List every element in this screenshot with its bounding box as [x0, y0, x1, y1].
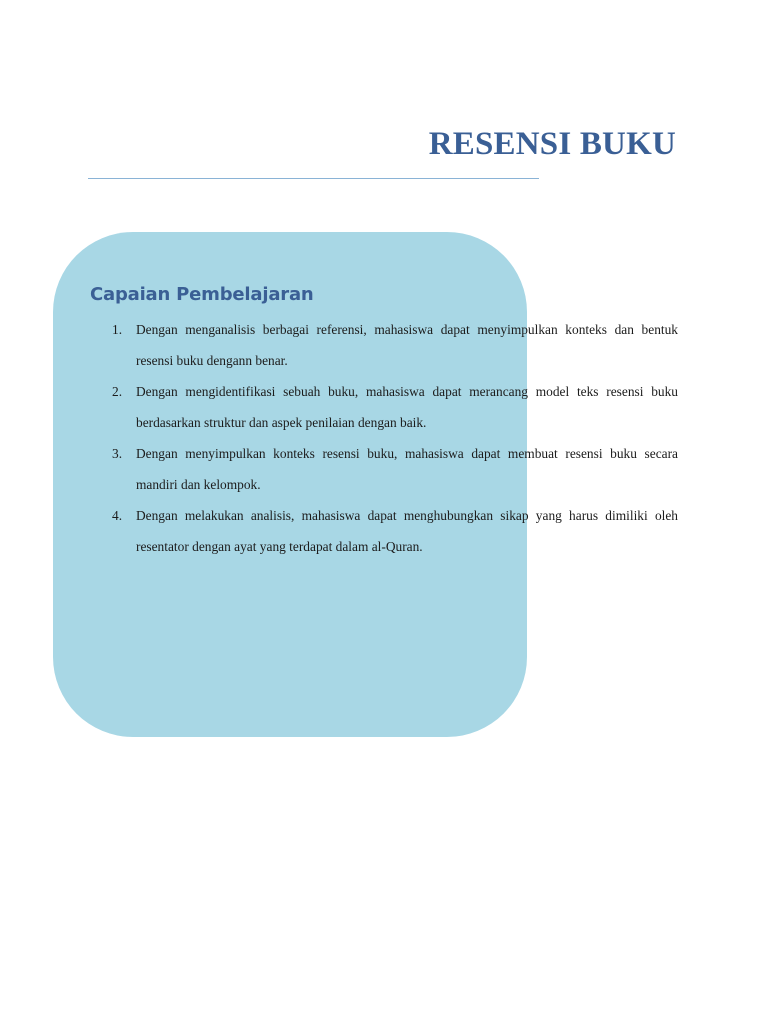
section-heading: Capaian Pembelajaran — [90, 284, 314, 305]
list-item-number: 3. — [112, 446, 123, 461]
list-item-number: 1. — [112, 322, 123, 337]
list-item-number: 2. — [112, 384, 123, 399]
learning-outcomes-list — [92, 314, 678, 562]
list-item-text: Dengan mengidentifikasi sebuah buku, mahasiswa dapat merancang model teks resensi buku berdasarkan struktur dan aspek penilaian dengan baik. — [136, 384, 678, 430]
list-item — [92, 376, 678, 438]
list-item — [92, 500, 678, 562]
list-item-text: Dengan menyimpulkan konteks resensi buku, mahasiswa dapat membuat resensi buku secara mandiri dan kelompok. — [136, 446, 678, 492]
list-item — [92, 314, 678, 376]
list-item-text: Dengan menganalisis berbagai referensi, mahasiswa dapat menyimpulkan konteks dan bentuk resensi buku dengann benar. — [136, 322, 678, 368]
page-title: RESENSI BUKU — [428, 126, 676, 162]
list-item-number: 4. — [112, 508, 123, 523]
list-item-text: Dengan melakukan analisis, mahasiswa dapat menghubungkan sikap yang harus dimiliki oleh resentator dengan ayat yang terdapat dalam al-Quran. — [136, 508, 678, 554]
title-underline — [88, 178, 539, 179]
list-item — [92, 438, 678, 500]
